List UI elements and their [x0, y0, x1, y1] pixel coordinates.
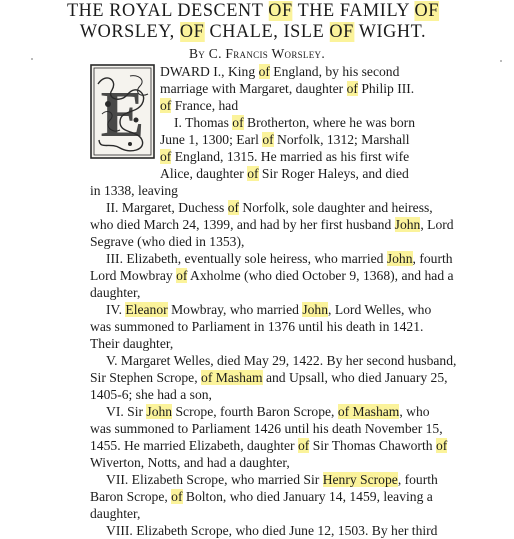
highlighted-text: of: [232, 115, 244, 130]
highlighted-text: John: [394, 217, 421, 232]
text-run: 1405-6; she had a son,: [90, 387, 212, 402]
text-run: was summoned to Parliament 1426 until his death November 15,: [90, 421, 443, 436]
text-run: Wiverton, Notts, and had a daughter,: [90, 455, 290, 470]
text-run: IV.: [106, 302, 126, 317]
text-run: Sir Thomas Chaworth: [309, 438, 436, 453]
text-run: Sir Stephen Scrope,: [90, 370, 202, 385]
text-run: Baron Scrope,: [90, 489, 172, 504]
text-run: Mowbray, who married: [167, 302, 303, 317]
text-line-5: [160, 131, 410, 148]
text-run: VI. Sir: [106, 404, 147, 419]
highlighted-text: Eleanor: [125, 302, 168, 317]
highlighted-text: of: [346, 81, 358, 96]
text-run: , who: [399, 404, 430, 419]
text-line-9: [106, 199, 433, 216]
text-run: June 1, 1300; Earl: [160, 132, 263, 147]
highlighted-text: of: [258, 64, 270, 79]
text-run: Axholme (who died October 9, 1368), and had a: [187, 268, 454, 283]
text-line-13: [90, 267, 454, 284]
text-run: daughter,: [90, 506, 141, 521]
highlighted-text: John: [146, 404, 173, 419]
text-line-15: [106, 301, 431, 318]
highlighted-text: of: [176, 268, 188, 283]
text-run: Brotherton, where he was born: [243, 115, 415, 130]
text-run: V. Margaret Welles, died May 29, 1422. By her second husband,: [106, 353, 457, 368]
text-run: marriage with Margaret, daughter: [160, 81, 347, 96]
text-run: Norfolk, 1312; Marshall: [273, 132, 410, 147]
text-run: daughter,: [90, 285, 141, 300]
text-line-2: [160, 80, 414, 97]
text-line-8: [90, 182, 178, 199]
text-line-21: [106, 403, 430, 420]
text-run: THE FAMILY: [292, 1, 415, 21]
highlighted-text: OF: [414, 1, 440, 21]
text-line-22: [90, 420, 443, 437]
text-run: France, had: [171, 98, 239, 113]
text-line-24: [90, 454, 290, 471]
svg-text:E: E: [100, 78, 145, 151]
text-run: in 1338, leaving: [90, 183, 178, 198]
text-run: England, 1315. He married as his first wife: [171, 149, 410, 164]
text-line-25: [106, 471, 438, 488]
text-line-1: [160, 63, 399, 80]
text-run: England, by his second: [269, 64, 400, 79]
highlighted-text: OF: [268, 1, 293, 21]
text-run: Segrave (who died in 1353),: [90, 234, 245, 249]
text-run: CHALE, ISLE: [204, 22, 330, 42]
text-run: Norfolk, sole daughter and heiress,: [239, 200, 433, 215]
text-line-17: [90, 335, 173, 352]
text-line-6: [160, 148, 409, 165]
text-line-27: [90, 505, 140, 522]
highlighted-text: of: [247, 166, 259, 181]
decorative-drop-cap: [90, 64, 155, 159]
text-line-4: [174, 114, 415, 131]
byline: By C. Francis Worsley.: [189, 46, 325, 61]
highlighted-text: OF: [179, 22, 205, 42]
text-run: VIII. Elizabeth Scrope, who died June 12, 1503. By her third: [106, 523, 438, 538]
highlighted-text: Henry Scrope: [322, 472, 398, 487]
text-line-11: [90, 233, 244, 250]
text-run: , fourth: [397, 472, 438, 487]
highlighted-text: of: [435, 438, 448, 453]
highlighted-text: of Masham: [337, 404, 400, 419]
highlighted-text: of Masham: [201, 370, 263, 385]
text-line-18: [106, 352, 456, 369]
text-line-23: [90, 437, 447, 454]
text-run: WORSLEY,: [79, 22, 180, 42]
highlighted-text: John: [386, 251, 413, 266]
text-run: VII. Elizabeth Scrope, who married Sir: [106, 472, 323, 487]
text-run: was summoned to Parliament in 1376 until his death in 1421.: [90, 319, 424, 334]
highlighted-text: of: [227, 200, 240, 215]
text-run: , Lord Welles, who: [328, 302, 432, 317]
highlighted-text: John: [302, 302, 329, 317]
text-run: who died March 24, 1399, and had by her first husband: [90, 217, 395, 232]
text-run: THE ROYAL DESCENT: [66, 1, 269, 21]
text-line-26: [90, 488, 433, 505]
text-line-16: [90, 318, 423, 335]
text-run: III. Elizabeth, eventually sole heiress, who married: [106, 251, 387, 266]
text-run: Alice, daughter: [160, 166, 248, 181]
scan-speck: [500, 60, 502, 62]
text-line-19: [90, 369, 448, 386]
text-line-10: [90, 216, 454, 233]
text-run: Their daughter,: [90, 336, 174, 351]
highlighted-text: of: [297, 438, 310, 453]
text-line-7: [160, 165, 409, 182]
text-run: Sir Roger Haleys, and died: [258, 166, 409, 181]
title-line-1: [0, 0, 506, 22]
title-line-2: [0, 21, 506, 43]
text-run: and Upsall, who died January 25,: [262, 370, 448, 385]
text-run: II. Margaret, Duchess: [106, 200, 228, 215]
text-run: DWARD I., King: [160, 64, 259, 79]
highlighted-text: of: [171, 489, 183, 504]
text-line-14: [90, 284, 140, 301]
text-run: I. Thomas: [174, 115, 233, 130]
text-run: Philip III.: [357, 81, 415, 96]
text-run: , Lord: [420, 217, 454, 232]
highlighted-text: of: [160, 149, 172, 164]
text-line-28: [106, 522, 437, 539]
text-line-3: [160, 97, 238, 114]
text-run: Lord Mowbray: [90, 268, 177, 283]
text-line-12: [106, 250, 453, 267]
highlighted-text: OF: [329, 22, 354, 42]
text-line-20: [90, 386, 212, 403]
highlighted-text: of: [262, 132, 274, 147]
text-run: WIGHT.: [353, 22, 427, 42]
scan-speck: [31, 58, 33, 60]
text-run: 1455. He married Elizabeth, daughter: [90, 438, 298, 453]
text-run: , fourth: [412, 251, 453, 266]
text-run: Bolton, who died January 14, 1459, leaving a: [182, 489, 433, 504]
highlighted-text: of: [160, 98, 172, 113]
text-run: Scrope, fourth Baron Scrope,: [172, 404, 338, 419]
